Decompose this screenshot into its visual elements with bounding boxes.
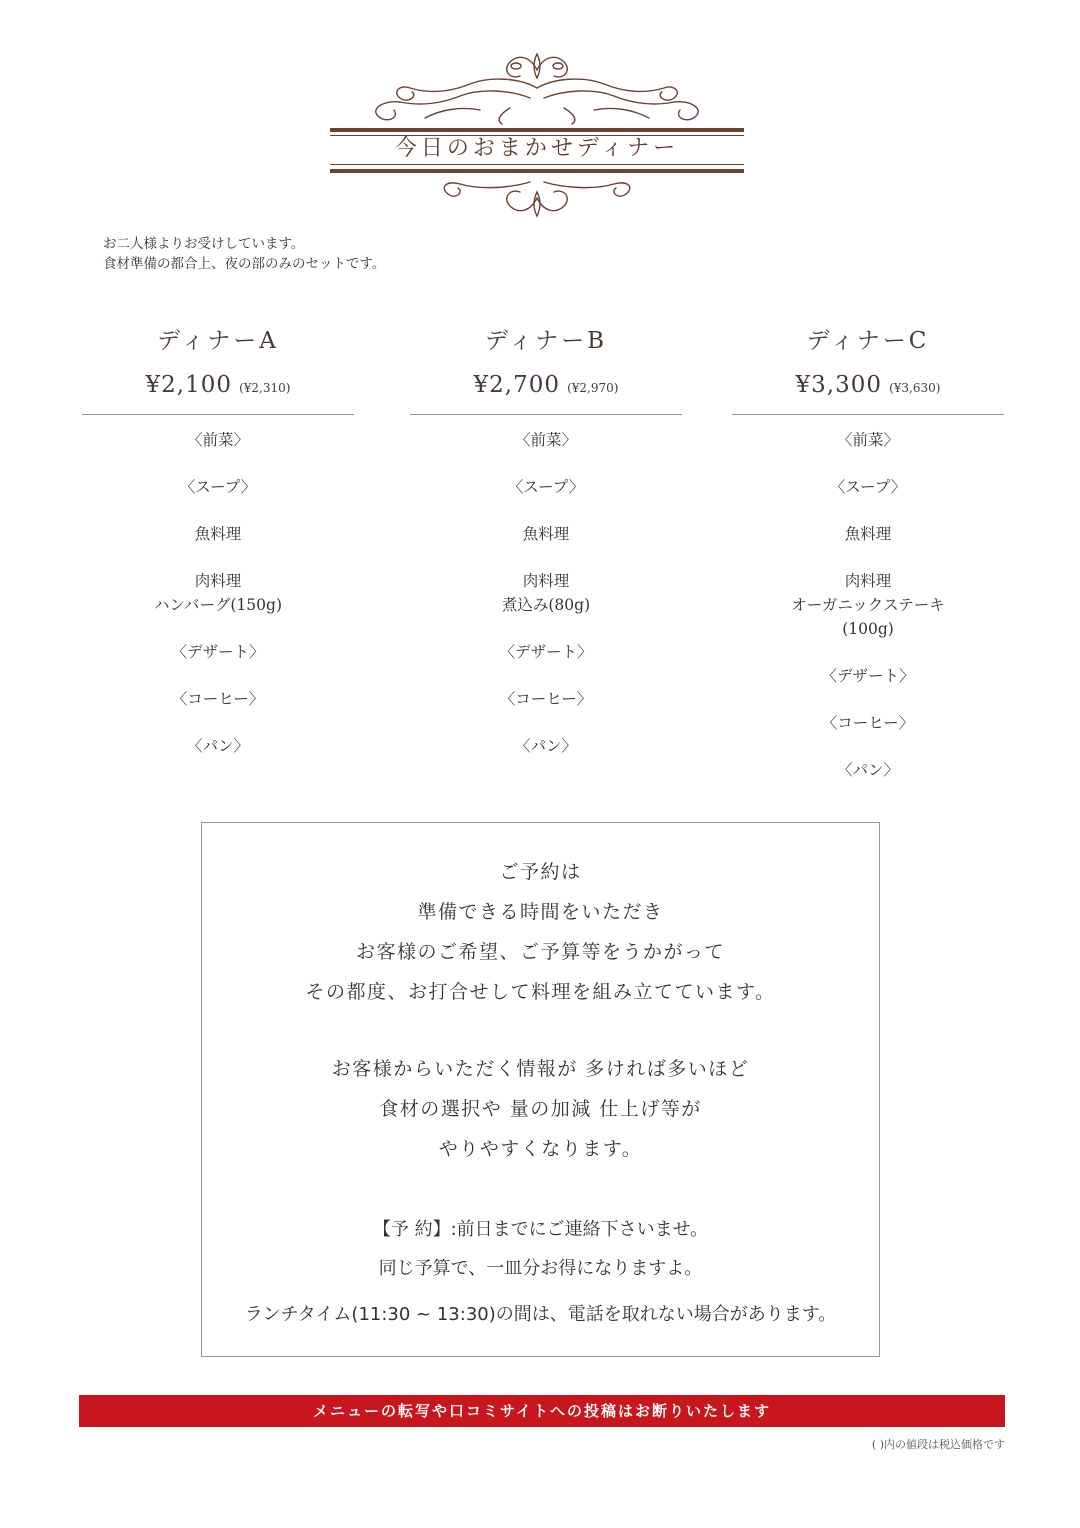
notice-paragraph-2 [202, 1049, 879, 1169]
course-item [410, 687, 682, 711]
course-item [732, 711, 1004, 735]
notice-line: 準備できる時間をいただき [417, 901, 664, 923]
course-tax-price: (¥2,970) [567, 381, 619, 395]
course-item [732, 664, 1004, 688]
course-column-b [410, 322, 682, 781]
course-item-line: 〈前菜〉 [186, 431, 249, 449]
notice-line: やりやすくなります。 [438, 1138, 643, 1160]
notice-paragraph-1 [202, 852, 879, 1012]
reservation-deadline: 【予 約】:前日までにご連絡下さいませ。 [372, 1219, 709, 1240]
course-name: ディナーA [157, 328, 279, 354]
same-budget-note: 同じ予算で、一皿分お得になりますよ。 [378, 1258, 703, 1279]
course-item [732, 569, 1004, 641]
price-row [82, 372, 354, 412]
divider [732, 414, 1004, 415]
course-item [410, 475, 682, 499]
course-item-line: 肉料理 [844, 572, 892, 590]
course-item [410, 734, 682, 758]
reservation-notice-box [201, 822, 880, 1357]
course-item-line: 魚料理 [522, 525, 570, 543]
course-item-line: 〈デザート〉 [821, 667, 915, 685]
course-price: ¥3,300 [795, 372, 883, 398]
course-item-line: 肉料理 [194, 572, 242, 590]
course-item-line: ハンバーグ(150g) [153, 596, 283, 614]
course-price: ¥2,700 [473, 372, 561, 398]
course-item-line: 〈デザート〉 [499, 643, 593, 661]
divider [82, 414, 354, 415]
course-item-line: 〈コーヒー〉 [499, 690, 593, 708]
course-item [82, 569, 354, 617]
course-item [82, 428, 354, 452]
course-item [82, 522, 354, 546]
notice-line: ご予約は [499, 861, 582, 883]
course-item-line: 魚料理 [194, 525, 242, 543]
tax-note: ( )内の値段は税込価格です [871, 1438, 1005, 1451]
course-item-line: (100g) [842, 620, 894, 638]
price-row [410, 372, 682, 412]
no-copy-banner: メニューの転写や口コミサイトへの投稿はお断りいたします [79, 1395, 1005, 1427]
notice-line: お客様からいただく情報が 多ければ多いほど [331, 1058, 750, 1080]
course-item-line: 煮込み(80g) [501, 596, 591, 614]
course-item-line: 〈スープ〉 [507, 478, 585, 496]
divider [410, 414, 682, 415]
course-item-line: 〈コーヒー〉 [821, 714, 915, 732]
course-item-line: 〈前菜〉 [836, 431, 899, 449]
page-title: 今日のおまかせディナー [394, 136, 680, 161]
course-item-line: 〈前菜〉 [514, 431, 577, 449]
course-item-line: オーガニックステーキ [791, 596, 945, 614]
course-item-line: 〈デザート〉 [171, 643, 265, 661]
title-container [330, 128, 744, 165]
intro-text [103, 234, 385, 274]
notice-line: その都度、お打合せして料理を組み立てています。 [305, 981, 776, 1003]
lunch-notice: ランチタイム(11:30 ~ 13:30)の間は、電話を取れない場合があります。 [244, 1304, 837, 1325]
course-column-c [732, 322, 1004, 805]
header-ornament [330, 48, 744, 220]
course-item-line: 肉料理 [522, 572, 570, 590]
intro-line: お二人様よりお受けしています。 [103, 236, 305, 252]
course-name: ディナーC [806, 328, 930, 354]
course-item-line: 〈コーヒー〉 [171, 690, 265, 708]
course-item-line: 〈パン〉 [836, 761, 899, 779]
course-item-line: 〈スープ〉 [179, 478, 257, 496]
course-item [410, 640, 682, 664]
course-items [732, 428, 1004, 782]
course-item [410, 522, 682, 546]
course-item [410, 569, 682, 617]
course-item-line: 〈スープ〉 [829, 478, 907, 496]
course-item [82, 640, 354, 664]
course-item [82, 734, 354, 758]
course-item [732, 475, 1004, 499]
course-item [732, 522, 1004, 546]
course-item [732, 428, 1004, 452]
intro-line: 食材準備の都合上、夜の部のみのセットです。 [103, 256, 386, 272]
course-tax-price: (¥2,310) [239, 381, 291, 395]
course-item [410, 428, 682, 452]
course-item-line: 〈パン〉 [186, 737, 249, 755]
notice-line: お客様のご希望、ご予算等をうかがって [355, 941, 725, 963]
course-price: ¥2,100 [145, 372, 233, 398]
course-item [732, 758, 1004, 782]
course-name: ディナーB [484, 328, 608, 354]
price-row [732, 372, 1004, 412]
course-item [82, 475, 354, 499]
course-tax-price: (¥3,630) [889, 381, 941, 395]
course-items [82, 428, 354, 758]
course-items [410, 428, 682, 758]
course-column-a [82, 322, 354, 781]
notice-line: 食材の選択や 量の加減 仕上げ等が [379, 1098, 702, 1120]
course-item-line: 魚料理 [844, 525, 892, 543]
course-item-line: 〈パン〉 [514, 737, 577, 755]
course-item [82, 687, 354, 711]
